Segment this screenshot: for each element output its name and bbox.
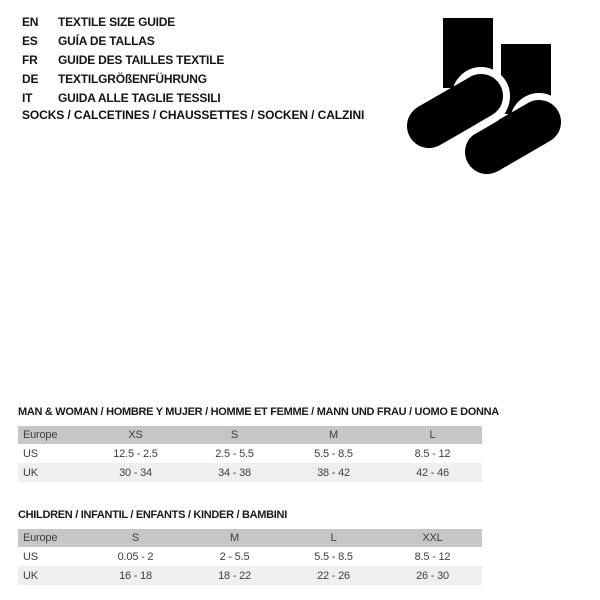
size-cell: 18 - 22 [218,569,251,582]
size-cell: 8.5 - 12 [414,447,451,460]
column-header: Europe [23,532,58,544]
language-row-en [22,13,224,32]
size-cell: 0.05 - 2 [117,550,154,563]
children-header-row [18,529,482,547]
size-cell: 42 - 46 [416,466,449,479]
size-cell: 38 - 42 [317,466,350,479]
size-cell: 12.5 - 2.5 [113,447,158,460]
column-header: L [330,532,337,544]
adult-size-table [18,426,482,482]
category-title: SOCKS / CALCETINES / CHAUSSETTES / SOCKEN / CALZINI [22,108,365,122]
size-cell: 16 - 18 [119,569,152,582]
table-row-us [18,444,482,463]
language-code: FR [22,53,38,67]
language-code: DE [22,72,39,86]
column-header: S [131,532,140,544]
language-label: GUIDE DES TAILLES TEXTILE [58,53,225,67]
size-cell: 26 - 30 [416,569,449,582]
socks-icon [400,0,600,190]
size-cell: 2 - 5.5 [219,550,250,563]
row-label: UK [23,466,38,479]
language-code: EN [22,15,39,29]
size-cell: 5.5 - 8.5 [314,447,353,460]
column-header: S [230,429,239,441]
language-code: ES [22,34,38,48]
language-label: TEXTILE SIZE GUIDE [58,15,176,29]
size-cell: 5.5 - 8.5 [314,550,353,563]
language-label: TEXTILGRÖßENFÜHRUNG [58,72,207,86]
language-row-es [22,32,224,51]
language-label: GUIDA ALLE TAGLIE TESSILI [58,91,221,105]
column-header: L [429,429,436,441]
size-cell: 22 - 26 [317,569,350,582]
size-cell: 34 - 38 [218,466,251,479]
adult-table-title: MAN & WOMAN / HOMBRE Y MUJER / HOMME ET FEMME / MANN UND FRAU / UOMO E DONNA [18,406,499,418]
children-table-title: CHILDREN / INFANTIL / ENFANTS / KINDER / BAMBINI [18,509,287,521]
table-row-uk [18,566,482,585]
column-header: M [230,532,239,544]
size-cell: 8.5 - 12 [414,550,451,563]
size-cell: 30 - 34 [119,466,152,479]
row-label: US [23,447,38,460]
size-cell: 2.5 - 5.5 [215,447,254,460]
language-list [22,13,224,108]
language-label: GUÍA DE TALLAS [58,34,155,48]
size-tables [18,406,499,585]
table-row-uk [18,463,482,482]
table-row-us [18,547,482,566]
language-row-it [22,89,224,108]
column-header: Europe [23,429,58,441]
column-header: XS [128,429,143,441]
adult-header-row [18,426,482,444]
column-header: XXL [422,532,443,544]
language-code: IT [22,91,33,105]
language-row-de [22,70,224,89]
children-size-table [18,529,482,585]
language-row-fr [22,51,224,70]
row-label: UK [23,569,38,582]
row-label: US [23,550,38,563]
column-header: M [329,429,338,441]
